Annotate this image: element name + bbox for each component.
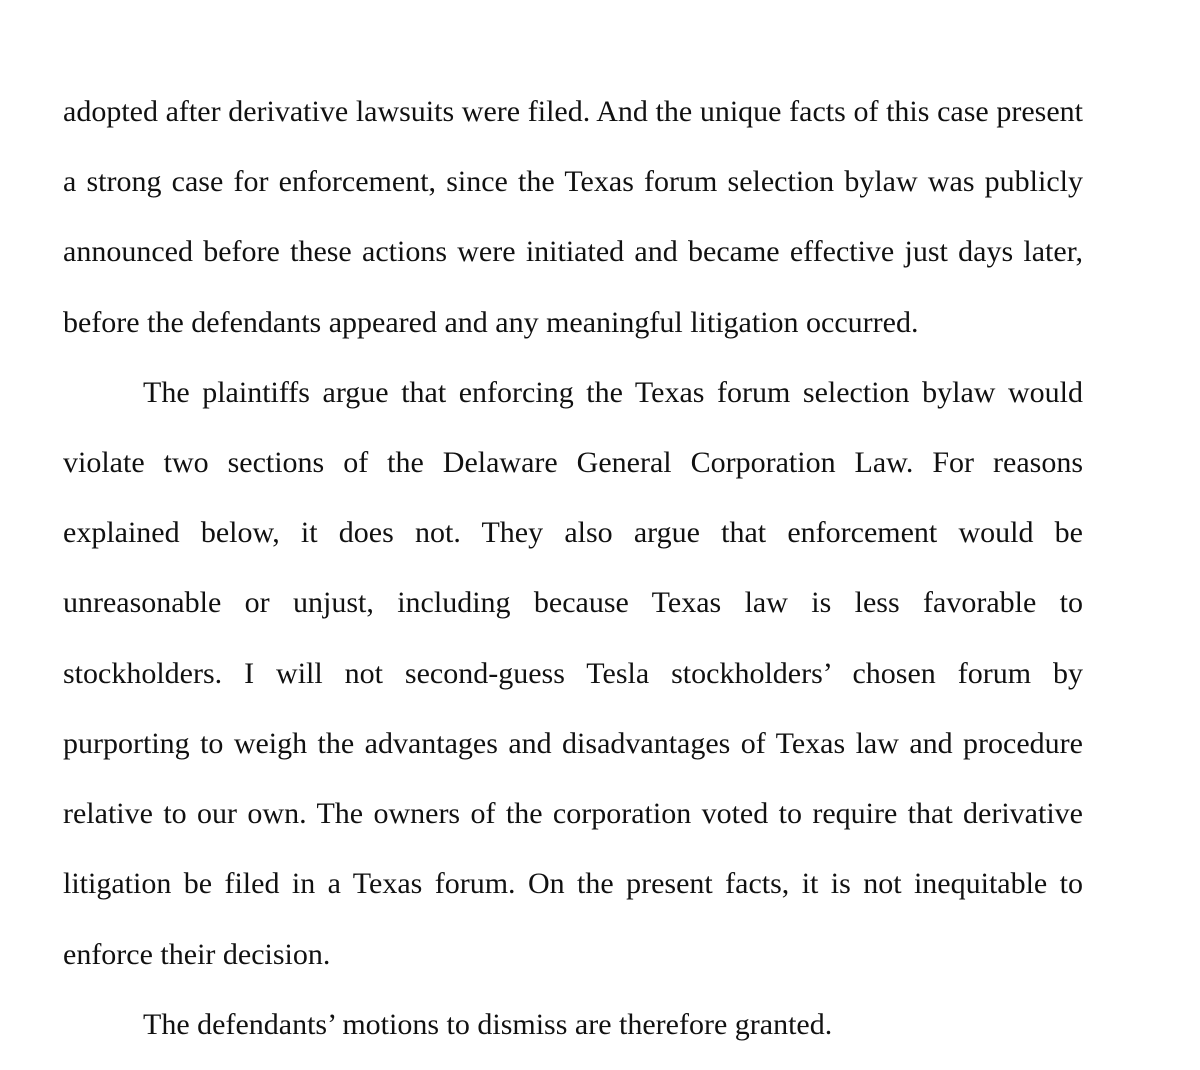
paragraph-line: The plaintiffs argue that enforcing the Texas forum selection bylaw would — [143, 376, 1083, 409]
paragraph-line: relative to our own. The owners of the corporation voted to require that derivative — [63, 797, 1083, 830]
paragraph-line: enforce their decision. — [63, 938, 331, 971]
paragraph-line: purporting to weigh the advantages and disadvantages of Texas law and procedure — [63, 727, 1083, 760]
paragraph-line: violate two sections of the Delaware General Corporation Law. For reasons — [63, 446, 1083, 479]
paragraph-line: stockholders. I will not second-guess Tesla stockholders’ chosen forum by — [63, 657, 1083, 690]
paragraph-line: a strong case for enforcement, since the Texas forum selection bylaw was publicly — [63, 165, 1083, 198]
paragraph-line: before the defendants appeared and any meaningful litigation occurred. — [63, 306, 919, 339]
paragraph-line: announced before these actions were initiated and became effective just days later, — [63, 235, 1083, 268]
paragraph-line: litigation be filed in a Texas forum. On the present facts, it is not inequitable to — [63, 867, 1083, 900]
paragraph-line: unreasonable or unjust, including because Texas law is less favorable to — [63, 586, 1083, 619]
paragraph-line: explained below, it does not. They also argue that enforcement would be — [63, 516, 1083, 549]
paragraph-line: adopted after derivative lawsuits were filed. And the unique facts of this case present — [63, 95, 1083, 128]
paragraph-line: The defendants’ motions to dismiss are therefore granted. — [143, 1008, 833, 1041]
